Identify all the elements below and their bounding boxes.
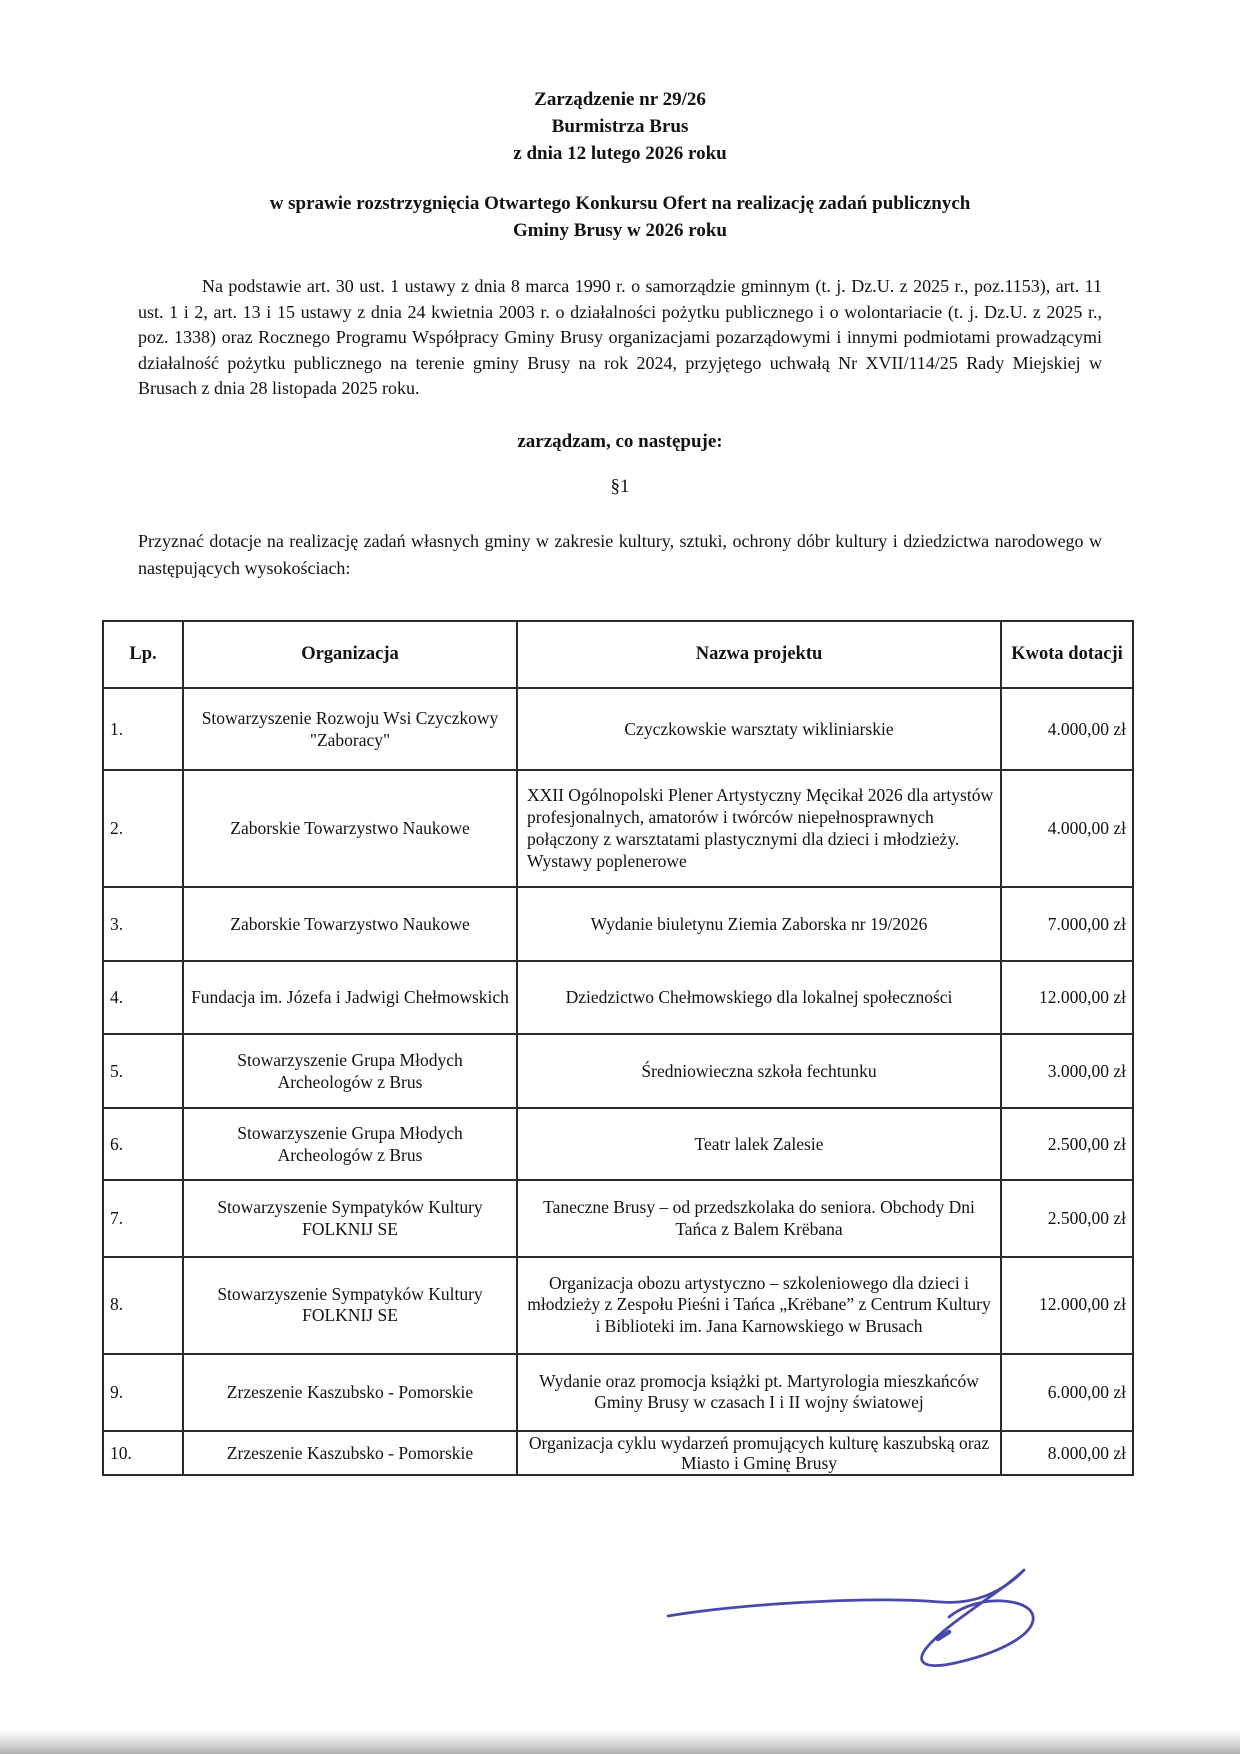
table-row [103,887,1133,961]
project-name-cell: Wydanie oraz promocja książki pt. Martyrologia mieszkańców Gminy Brusy w czasach I i II wojny światowej [517,1354,1001,1431]
grants-table [102,620,1134,1476]
organization-cell: Fundacja im. Józefa i Jadwigi Chełmowskich [183,961,517,1034]
document-title [0,0,1240,167]
table-row [103,1180,1133,1257]
table-row [103,961,1133,1034]
column-header-amount: Kwota dotacji [1001,621,1133,688]
table-row [103,1108,1133,1180]
row-number-cell: 1. [103,688,183,770]
project-name-cell: Czyczkowskie warsztaty wikliniarskie [517,688,1001,770]
organization-cell: Stowarzyszenie Rozwoju Wsi Czyczkowy "Zaboracy" [183,688,517,770]
organization-cell: Stowarzyszenie Grupa Młodych Archeologów z Brus [183,1108,517,1180]
table-row [103,688,1133,770]
document-subject [0,190,1240,244]
amount-cell: 7.000,00 zł [1001,887,1133,961]
amount-cell: 6.000,00 zł [1001,1354,1133,1431]
title-line-ordinance-number: Zarządzenie nr 29/26 [534,89,706,110]
project-name-cell: Taneczne Brusy – od przedszkolaka do seniora. Obchody Dni Tańca z Balem Krëbana [517,1180,1001,1257]
column-header-project: Nazwa projektu [517,621,1001,688]
section-mark: §1 [610,475,630,497]
organization-cell: Zaborskie Towarzystwo Naukowe [183,770,517,887]
subject-line-1: w sprawie rozstrzygnięcia Otwartego Konkursu Ofert na realizację zadań publicznych [269,193,971,214]
table-header-row [103,621,1133,688]
amount-cell: 12.000,00 zł [1001,961,1133,1034]
subject-line-2: Gminy Brusy w 2026 roku [513,220,727,241]
amount-cell: 12.000,00 zł [1001,1257,1133,1354]
row-number-cell: 4. [103,961,183,1034]
project-name-cell: Średniowieczna szkoła fechtunku [517,1034,1001,1108]
table-row [103,770,1133,887]
column-header-organization: Organizacja [183,621,517,688]
project-name-cell: Teatr lalek Zalesie [517,1108,1001,1180]
row-number-cell: 3. [103,887,183,961]
organization-cell: Stowarzyszenie Sympatyków Kultury FOLKNIJ SE [183,1257,517,1354]
amount-cell: 4.000,00 zł [1001,688,1133,770]
row-number-cell: 10. [103,1431,183,1475]
amount-cell: 2.500,00 zł [1001,1180,1133,1257]
table-row [103,1257,1133,1354]
row-number-cell: 6. [103,1108,183,1180]
signature-ink [600,1545,1060,1690]
row-number-cell: 5. [103,1034,183,1108]
project-name-cell: Organizacja cyklu wydarzeń promujących kulturę kaszubską oraz Miasto i Gminę Brusy [517,1431,1001,1475]
row-number-cell: 8. [103,1257,183,1354]
row-number-cell: 2. [103,770,183,887]
amount-cell: 4.000,00 zł [1001,770,1133,887]
organization-cell: Zrzeszenie Kaszubsko - Pomorskie [183,1431,517,1475]
row-number-cell: 9. [103,1354,183,1431]
amount-cell: 2.500,00 zł [1001,1108,1133,1180]
table-row [103,1431,1133,1475]
table-row [103,1354,1133,1431]
column-header-lp: Lp. [103,621,183,688]
table-row [103,1034,1133,1108]
project-name-cell: Dziedzictwo Chełmowskiego dla lokalnej społeczności [517,961,1001,1034]
section-intro-paragraph: Przyznać dotacje na realizację zadań własnych gminy w zakresie kultury, sztuki, ochrony dóbr kultury i dziedzictwa narodowego w następujących wysokościach: [138,530,1102,578]
organization-cell: Zrzeszenie Kaszubsko - Pomorskie [183,1354,517,1431]
organization-cell: Stowarzyszenie Grupa Młodych Archeologów z Brus [183,1034,517,1108]
title-line-date: z dnia 12 lutego 2026 roku [513,143,727,164]
project-name-cell: Wydanie biuletynu Ziemia Zaborska nr 19/2026 [517,887,1001,961]
amount-cell: 8.000,00 zł [1001,1431,1133,1475]
scan-artifact-bottom-band [0,1730,1240,1754]
amount-cell: 3.000,00 zł [1001,1034,1133,1108]
organization-cell: Zaborskie Towarzystwo Naukowe [183,887,517,961]
project-name-cell: Organizacja obozu artystyczno – szkoleniowego dla dzieci i młodzieży z Zespołu Pieśni i Tańca „Krëbane” z Centrum Kultury i Biblioteki im. Jana Karnowskiego w Brusach [517,1257,1001,1354]
organization-cell: Stowarzyszenie Sympatyków Kultury FOLKNIJ SE [183,1180,517,1257]
ordain-line: zarządzam, co następuje: [517,430,723,452]
title-line-issuer: Burmistrza Brus [551,116,689,137]
legal-basis-paragraph: Na podstawie art. 30 ust. 1 ustawy z dnia 8 marca 1990 r. o samorządzie gminnym (t. j. Dz.U. z 2025 r., poz.1153), art. 11 ust. 1 i 2, art. 13 i 15 ustawy z dnia 24 kwietnia 2003 r. o działalności pożytku publicznego i o wolontariacie (t. j. Dz.U. z 2025 r., poz. 1338) oraz Rocznego Programu Współpracy Gminy Brusy organizacjami pozarządowymi i innymi podmiotami prowadzącymi działalność pożytku publicznego na terenie gminy Brusy na rok 2024, przyjętego uchwałą Nr XVII/114/25 Rady Miejskiej w Brusach z dnia 28 listopada 2025 roku. [138,276,1102,398]
project-name-cell: XXII Ogólnopolski Plener Artystyczny Męcikał 2026 dla artystów profesjonalnych, amatorów i twórców niepełnosprawnych połączony z warsztatami plastycznymi dla dzieci i młodzieży. Wystawy poplenerowe [517,770,1001,887]
row-number-cell: 7. [103,1180,183,1257]
